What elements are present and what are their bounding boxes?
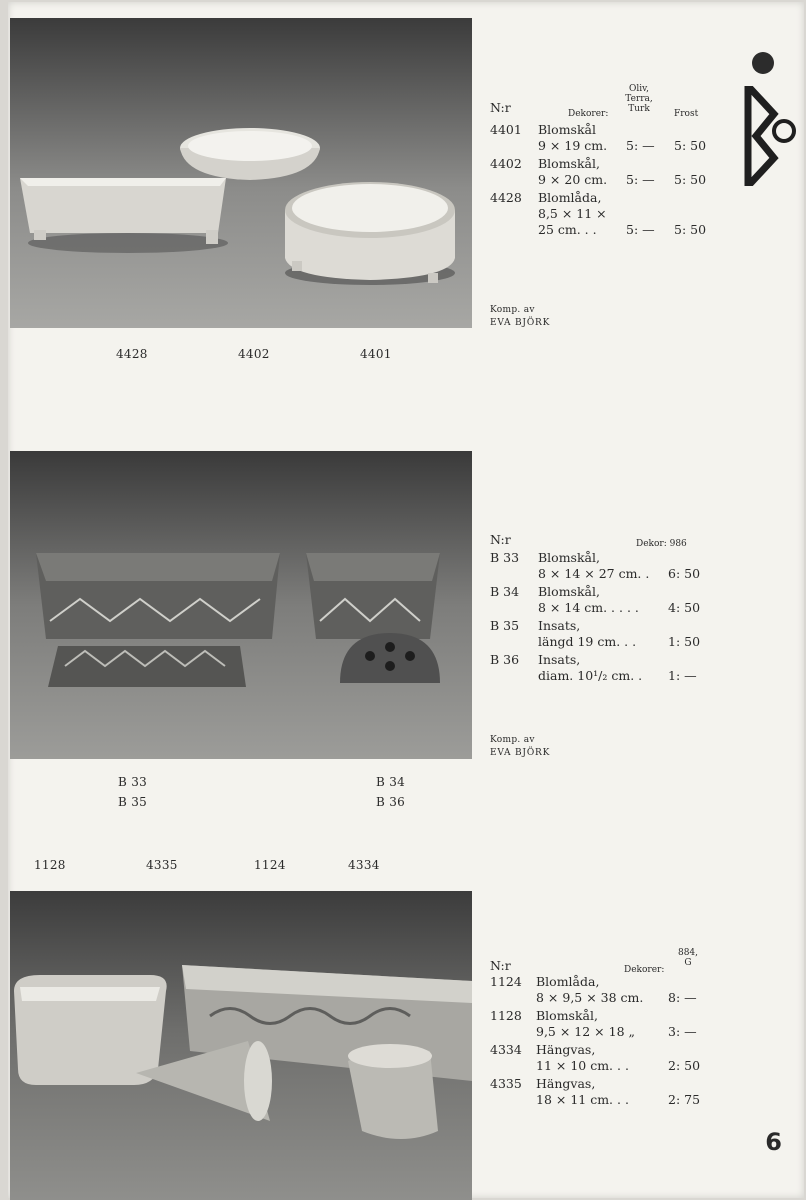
table-row-name: Blomskål, (538, 584, 600, 599)
table-row-price: 2: 75 (668, 1092, 701, 1107)
col-header-nr: N:r (490, 100, 511, 115)
table-row-name: Hängvas, (536, 1076, 596, 1091)
col-header-dekorer: Dekorer: (624, 965, 665, 975)
bo-logo (742, 86, 800, 186)
table-row-name: Blomlåda, (538, 190, 602, 205)
table-row-name: Insats, (538, 652, 581, 667)
table-row-price: 5: 50 (674, 222, 707, 237)
table-row-nr: 4428 (490, 190, 522, 205)
table-row-size: 8 × 14 × 27 cm. . (538, 566, 650, 581)
photo-label: 1124 (254, 858, 286, 872)
designer-name: EVA BJÖRK (490, 748, 551, 758)
komp-label: Komp. av (490, 735, 535, 745)
table-row-nr: 1124 (490, 974, 522, 989)
table-row-size: 8 × 14 cm. . . . . (538, 600, 639, 615)
table-row-name: Hängvas, (536, 1042, 596, 1057)
table-row-name: Blomlåda, (536, 974, 600, 989)
table-row-nr: B 36 (490, 652, 520, 667)
table-row-nr: 1128 (490, 1008, 522, 1023)
table-row-price: 5: — (626, 138, 655, 153)
photo-label: 4402 (238, 347, 270, 361)
col-header-nr: N:r (490, 532, 511, 547)
table-row-price: 5: — (626, 222, 655, 237)
table-row-price: 2: 50 (668, 1058, 701, 1073)
table-row-size: 9 × 19 cm. (538, 138, 608, 153)
table-row-nr: 4335 (490, 1076, 522, 1091)
table-row-size: 8 × 9,5 × 38 cm. (536, 990, 644, 1005)
table-row-name: Blomskål (538, 122, 597, 137)
table-row-price: 6: 50 (668, 566, 701, 581)
col-header-884: 884, G (677, 948, 699, 968)
col-header-oliv: Oliv, Terra, Turk (625, 84, 653, 114)
price-table-1 (490, 82, 720, 262)
table-row-nr: 4402 (490, 156, 522, 171)
table-row-size: längd 19 cm. . . (538, 634, 637, 649)
table-row-nr: B 35 (490, 618, 520, 633)
table-row-size: 18 × 11 cm. . . (536, 1092, 629, 1107)
table-row-price: 1: 50 (668, 634, 701, 649)
col-header-dekor: Dekor: 986 (636, 539, 687, 549)
table-row-size: 8,5 × 11 × (538, 206, 607, 221)
photo-label: 4401 (360, 347, 392, 361)
photo-label: 4428 (116, 347, 148, 361)
photo-label: 4334 (348, 858, 380, 872)
product-photo-1124-4335 (10, 891, 472, 1200)
photo-label: B 35 (118, 795, 148, 809)
table-row-price: 5: 50 (674, 138, 707, 153)
table-row-name: Blomskål, (538, 550, 600, 565)
product-photo-4401-4402-4428 (10, 18, 472, 328)
table-row-size: 9 × 20 cm. (538, 172, 608, 187)
photo-label: B 33 (118, 775, 148, 789)
table-row-name: Blomskål, (538, 156, 600, 171)
table-row-price: 3: — (668, 1024, 697, 1039)
photo-label: B 36 (376, 795, 406, 809)
table-row-nr: B 33 (490, 550, 520, 565)
table-row-name: Insats, (538, 618, 581, 633)
photo-label: 1128 (34, 858, 66, 872)
table-row-size-2: 25 cm. . . (538, 222, 597, 237)
designer-name: EVA BJÖRK (490, 318, 551, 328)
table-row-nr: 4334 (490, 1042, 522, 1057)
product-photo-b33-b36 (10, 451, 472, 759)
binder-hole (752, 52, 774, 74)
table-row-price: 1: — (668, 668, 697, 683)
col-header-dekorer: Dekorer: (568, 109, 609, 119)
photo-label: B 34 (376, 775, 406, 789)
table-row-nr: 4401 (490, 122, 522, 137)
table-row-size: diam. 10¹/₂ cm. . (538, 668, 643, 683)
table-row-price: 5: 50 (674, 172, 707, 187)
page-number: 6 (765, 1128, 782, 1156)
table-row-price: 5: — (626, 172, 655, 187)
col-header-frost: Frost (674, 109, 699, 119)
table-row-price: 8: — (668, 990, 697, 1005)
table-row-name: Blomskål, (536, 1008, 598, 1023)
table-row-nr: B 34 (490, 584, 520, 599)
col-header-nr: N:r (490, 958, 511, 973)
photo-label: 4335 (146, 858, 178, 872)
table-row-size: 9,5 × 12 × 18 „ (536, 1024, 635, 1039)
price-table-3 (490, 944, 720, 1124)
table-row-size: 11 × 10 cm. . . (536, 1058, 629, 1073)
price-table-2 (490, 530, 720, 690)
komp-label: Komp. av (490, 305, 535, 315)
table-row-price: 4: 50 (668, 600, 701, 615)
